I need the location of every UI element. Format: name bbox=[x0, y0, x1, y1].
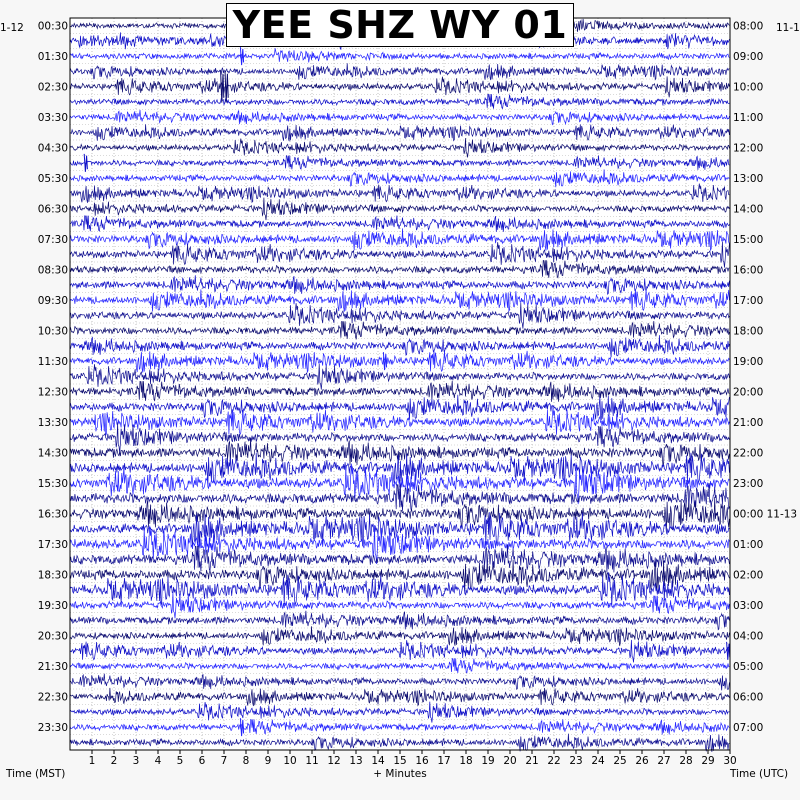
x-tick-label: 4 bbox=[154, 755, 162, 767]
y-tick-label-left: 23:30 bbox=[37, 722, 68, 735]
y-tick-label-left: 20:30 bbox=[37, 630, 68, 643]
y-tick-label-left: 03:30 bbox=[37, 112, 68, 125]
x-tick-label: 30 bbox=[723, 755, 737, 767]
date-right-label: 11-1 bbox=[776, 22, 800, 34]
x-tick-label: 28 bbox=[679, 755, 693, 767]
chart-title: YEE SHZ WY 01 bbox=[232, 3, 568, 47]
y-tick-label-right: 07:00 bbox=[733, 722, 764, 735]
x-tick-label: 11 bbox=[305, 755, 319, 767]
y-tick-label-right: 23:00 bbox=[733, 478, 764, 491]
y-tick-label-right: 21:00 bbox=[733, 417, 764, 430]
x-tick-label: 7 bbox=[220, 755, 228, 767]
y-tick-label-right: 14:00 bbox=[733, 203, 764, 216]
y-tick-label-left: 05:30 bbox=[37, 173, 68, 186]
y-tick-label-right: 06:00 bbox=[733, 691, 764, 704]
y-tick-label-left: 19:30 bbox=[37, 600, 68, 613]
y-tick-label-left: 15:30 bbox=[37, 478, 68, 491]
y-tick-label-left: 07:30 bbox=[37, 234, 68, 247]
x-tick-label: 15 bbox=[393, 755, 407, 767]
y-tick-label-left: 21:30 bbox=[37, 661, 68, 674]
y-tick-label-left: 06:30 bbox=[37, 203, 68, 216]
y-tick-label-right: 02:00 bbox=[733, 569, 764, 582]
x-tick-label: 26 bbox=[635, 755, 649, 767]
y-tick-label-right: 01:00 bbox=[733, 539, 764, 552]
y-tick-label-left: 12:30 bbox=[37, 386, 68, 399]
x-tick-label: 20 bbox=[503, 755, 517, 767]
date-left-label: 1-12 bbox=[0, 22, 24, 34]
station-title-box bbox=[226, 3, 574, 47]
x-tick-label: 5 bbox=[176, 755, 184, 767]
y-tick-label-left: 13:30 bbox=[37, 417, 68, 430]
x-tick-label: 21 bbox=[525, 755, 539, 767]
x-tick-label: 16 bbox=[415, 755, 429, 767]
y-tick-label-right: 11:00 bbox=[733, 112, 764, 125]
y-tick-label-left: 01:30 bbox=[37, 51, 68, 64]
x-tick-label: 22 bbox=[547, 755, 561, 767]
x-tick-label: 6 bbox=[198, 755, 206, 767]
y-tick-label-left: 09:30 bbox=[37, 295, 68, 308]
y-tick-label-left: 17:30 bbox=[37, 539, 68, 552]
y-tick-label-right: 19:00 bbox=[733, 356, 764, 369]
y-tick-label-left: 14:30 bbox=[37, 447, 68, 460]
y-tick-label-left: 04:30 bbox=[37, 142, 68, 155]
x-tick-label: 25 bbox=[613, 755, 627, 767]
y-tick-label-right: 20:00 bbox=[733, 386, 764, 399]
y-tick-label-right: 17:00 bbox=[733, 295, 764, 308]
y-tick-label-right: 10:00 bbox=[733, 81, 764, 94]
y-axis-right-title: Time (UTC) bbox=[730, 768, 789, 780]
x-tick-label: 8 bbox=[242, 755, 250, 767]
x-tick-label: 2 bbox=[110, 755, 118, 767]
y-tick-label-left: 02:30 bbox=[37, 81, 68, 94]
y-tick-label-right: 22:00 bbox=[733, 447, 764, 460]
x-tick-label: 23 bbox=[569, 755, 583, 767]
y-tick-label-left: 00:30 bbox=[37, 20, 68, 33]
y-tick-label-left: 08:30 bbox=[37, 264, 68, 277]
y-tick-label-left: 22:30 bbox=[37, 691, 68, 704]
x-tick-label: 27 bbox=[657, 755, 671, 767]
y-tick-label-right: 16:00 bbox=[733, 264, 764, 277]
x-tick-label: 29 bbox=[701, 755, 715, 767]
y-tick-label-left: 11:30 bbox=[37, 356, 68, 369]
y-tick-label-right: 00:00 11-13 bbox=[733, 508, 798, 521]
y-tick-label-right: 08:00 bbox=[733, 20, 764, 33]
x-tick-label: 12 bbox=[327, 755, 341, 767]
x-tick-label: 9 bbox=[264, 755, 272, 767]
y-tick-label-right: 12:00 bbox=[733, 142, 764, 155]
x-tick-label: 19 bbox=[481, 755, 495, 767]
y-tick-label-right: 13:00 bbox=[733, 173, 764, 186]
y-tick-label-right: 04:00 bbox=[733, 630, 764, 643]
x-tick-label: 18 bbox=[459, 755, 473, 767]
x-tick-label: 10 bbox=[283, 755, 297, 767]
y-tick-label-right: 18:00 bbox=[733, 325, 764, 338]
x-tick-label: 24 bbox=[591, 755, 605, 767]
x-tick-label: 14 bbox=[371, 755, 385, 767]
y-tick-label-left: 18:30 bbox=[37, 569, 68, 582]
x-axis-title: + Minutes bbox=[373, 768, 427, 780]
y-axis-left-title: Time (MST) bbox=[6, 768, 66, 780]
y-tick-label-left: 16:30 bbox=[37, 508, 68, 521]
y-tick-label-right: 03:00 bbox=[733, 600, 764, 613]
y-tick-label-right: 15:00 bbox=[733, 234, 764, 247]
x-tick-label: 3 bbox=[132, 755, 140, 767]
y-tick-label-right: 09:00 bbox=[733, 51, 764, 64]
x-tick-label: 1 bbox=[88, 755, 96, 767]
y-tick-label-right: 05:00 bbox=[733, 661, 764, 674]
y-tick-label-left: 10:30 bbox=[37, 325, 68, 338]
x-tick-label: 17 bbox=[437, 755, 451, 767]
x-tick-label: 13 bbox=[349, 755, 363, 767]
